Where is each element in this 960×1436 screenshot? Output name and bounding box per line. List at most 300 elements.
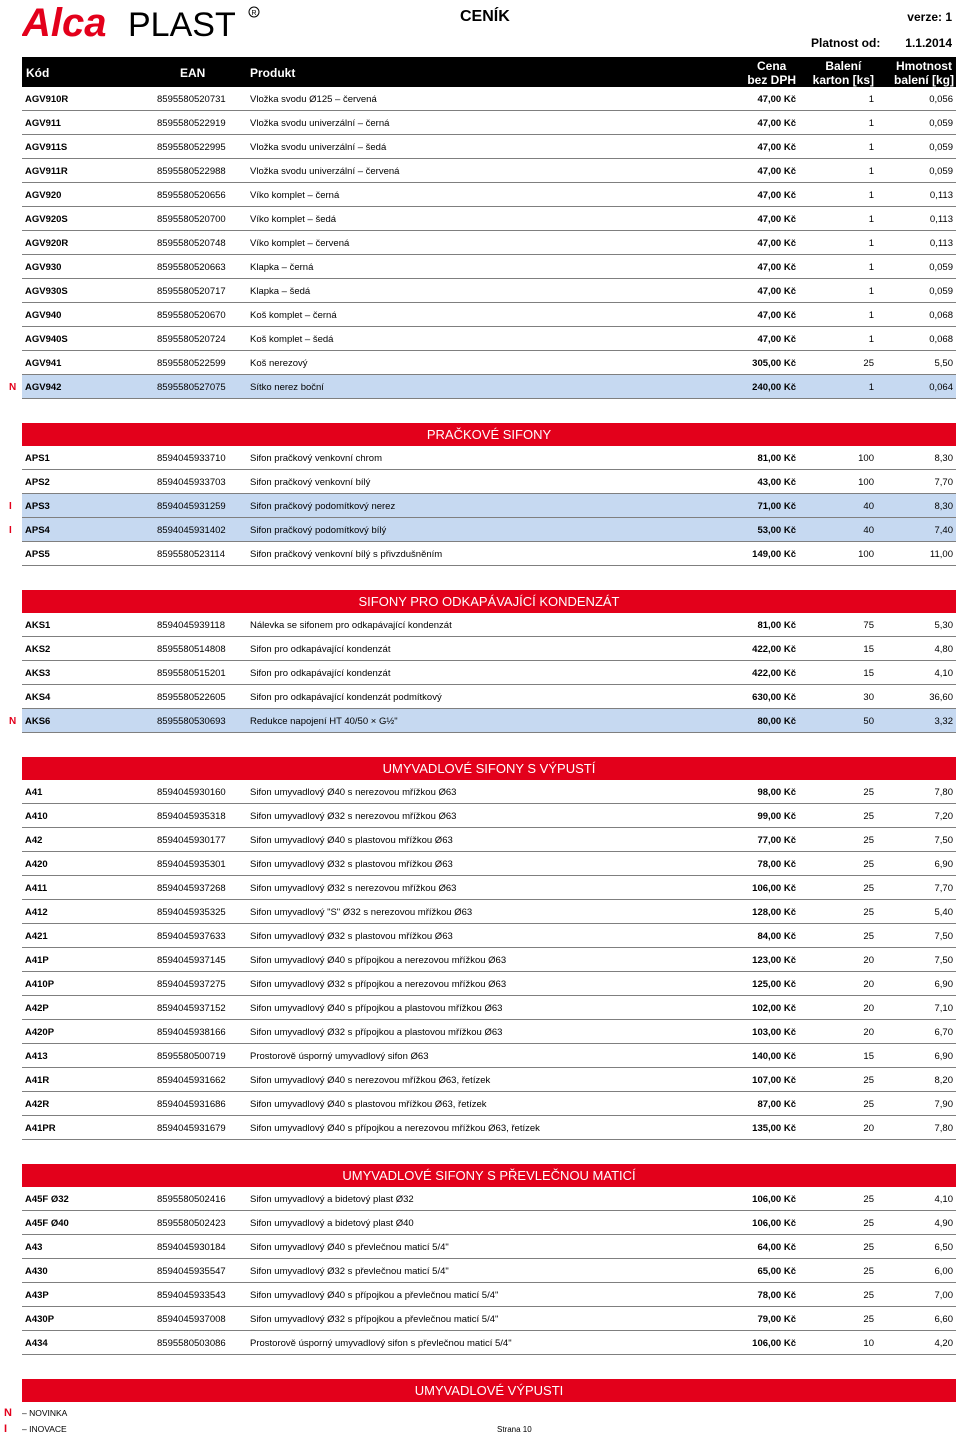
table-row bbox=[22, 303, 956, 327]
price: 53,00 Kč bbox=[757, 525, 796, 536]
pack-quantity: 20 bbox=[863, 1027, 874, 1038]
pack-weight: 0,068 bbox=[929, 310, 953, 321]
product-name: Sifon umyvadlový Ø32 s převlečnou maticí 5/4" bbox=[250, 1266, 449, 1277]
ean-code: 8595580520656 bbox=[157, 190, 226, 201]
price: 98,00 Kč bbox=[757, 787, 796, 798]
legend-text: – NOVINKA bbox=[22, 1408, 68, 1418]
ean-code: 8594045937152 bbox=[157, 1003, 226, 1014]
price: 630,00 Kč bbox=[752, 692, 796, 703]
product-name: Sifon pro odkapávající kondenzát bbox=[250, 668, 391, 679]
ean-code: 8594045930177 bbox=[157, 835, 226, 846]
product-name: Víko komplet – šedá bbox=[250, 214, 337, 225]
pack-quantity: 1 bbox=[868, 238, 874, 249]
product-code: A421 bbox=[25, 931, 48, 942]
price: 78,00 Kč bbox=[757, 859, 796, 870]
pack-quantity: 25 bbox=[863, 1266, 874, 1277]
product-name: Sifon pračkový venkovní bílý bbox=[250, 477, 371, 488]
product-code: AGV910R bbox=[25, 94, 69, 105]
price: 65,00 Kč bbox=[757, 1266, 796, 1277]
product-code: A41P bbox=[25, 955, 49, 966]
table-row bbox=[22, 1020, 956, 1044]
ean-code: 8594045933703 bbox=[157, 477, 226, 488]
pack-weight: 6,70 bbox=[934, 1027, 953, 1038]
pack-quantity: 1 bbox=[868, 382, 874, 393]
product-code: APS3 bbox=[25, 501, 50, 512]
pack-weight: 7,20 bbox=[934, 811, 953, 822]
price: 125,00 Kč bbox=[752, 979, 796, 990]
product-code: A41PR bbox=[25, 1123, 56, 1134]
pack-quantity: 1 bbox=[868, 190, 874, 201]
product-name: Koš komplet – černá bbox=[250, 310, 337, 321]
ean-code: 8594045935547 bbox=[157, 1266, 226, 1277]
product-code: A45F Ø40 bbox=[25, 1218, 69, 1229]
valid-from-label: Platnost od: bbox=[811, 36, 881, 50]
pack-quantity: 100 bbox=[858, 549, 874, 560]
table-row bbox=[9, 375, 956, 399]
product-code: APS5 bbox=[25, 549, 50, 560]
pack-quantity: 20 bbox=[863, 1123, 874, 1134]
pack-weight: 7,50 bbox=[934, 835, 953, 846]
pack-weight: 36,60 bbox=[929, 692, 953, 703]
product-name: Sifon pro odkapávající kondenzát podmítkový bbox=[250, 692, 442, 703]
table-row bbox=[22, 1116, 956, 1140]
row-mark: N bbox=[9, 382, 17, 393]
pack-weight: 7,10 bbox=[934, 1003, 953, 1014]
svg-text:R: R bbox=[251, 10, 257, 17]
pack-quantity: 1 bbox=[868, 166, 874, 177]
product-name: Klapka – šedá bbox=[250, 286, 311, 297]
pack-weight: 5,50 bbox=[934, 358, 953, 369]
pack-quantity: 25 bbox=[863, 1075, 874, 1086]
ean-code: 8594045931259 bbox=[157, 501, 226, 512]
price: 106,00 Kč bbox=[752, 1338, 796, 1349]
pack-quantity: 25 bbox=[863, 811, 874, 822]
column-header-baleni: Balení karton [ks] bbox=[812, 59, 874, 87]
price: 87,00 Kč bbox=[757, 1099, 796, 1110]
price: 77,00 Kč bbox=[757, 835, 796, 846]
product-code: A412 bbox=[25, 907, 48, 918]
pack-weight: 6,50 bbox=[934, 1242, 953, 1253]
pack-quantity: 25 bbox=[863, 883, 874, 894]
product-code: A41 bbox=[25, 787, 43, 798]
product-name: Nálevka se sifonem pro odkapávající kondenzát bbox=[250, 620, 452, 631]
pack-quantity: 25 bbox=[863, 1242, 874, 1253]
price: 149,00 Kč bbox=[752, 549, 796, 560]
ean-code: 8594045935318 bbox=[157, 811, 226, 822]
pack-quantity: 100 bbox=[858, 453, 874, 464]
pack-weight: 7,70 bbox=[934, 883, 953, 894]
product-code: A42 bbox=[25, 835, 43, 846]
price: 135,00 Kč bbox=[752, 1123, 796, 1134]
legend-text: – INOVACE bbox=[22, 1424, 67, 1434]
product-code: AGV942 bbox=[25, 382, 62, 393]
table-row bbox=[22, 1211, 956, 1235]
table-row bbox=[22, 1259, 956, 1283]
pack-weight: 4,10 bbox=[934, 1194, 953, 1205]
section-spacer bbox=[0, 1140, 960, 1164]
table-row bbox=[9, 709, 956, 733]
section-spacer bbox=[0, 733, 960, 757]
section-title: UMYVADLOVÉ SIFONY S PŘEVLEČNOU MATICÍ bbox=[22, 1164, 956, 1187]
pack-quantity: 40 bbox=[863, 525, 874, 536]
table-row bbox=[22, 1307, 956, 1331]
price: 305,00 Kč bbox=[752, 358, 796, 369]
table-row bbox=[22, 828, 956, 852]
ean-code: 8594045930160 bbox=[157, 787, 226, 798]
product-name: Sifon umyvadlový Ø40 s plastovou mřížkou Ø63, řetízek bbox=[250, 1099, 487, 1110]
pack-quantity: 50 bbox=[863, 716, 874, 727]
pack-quantity: 25 bbox=[863, 358, 874, 369]
table-row bbox=[22, 207, 956, 231]
table-row bbox=[22, 780, 956, 804]
ean-code: 8595580522919 bbox=[157, 118, 226, 129]
product-code: AKS6 bbox=[25, 716, 51, 727]
product-code: AKS4 bbox=[25, 692, 51, 703]
price: 78,00 Kč bbox=[757, 1290, 796, 1301]
ean-code: 8594045933543 bbox=[157, 1290, 226, 1301]
product-code: A410 bbox=[25, 811, 48, 822]
ean-code: 8595580503086 bbox=[157, 1338, 226, 1349]
product-code: AKS3 bbox=[25, 668, 51, 679]
product-name: Sifon pračkový venkovní chrom bbox=[250, 453, 383, 464]
pack-quantity: 25 bbox=[863, 1314, 874, 1325]
valid-from-date: 1.1.2014 bbox=[905, 36, 952, 50]
ean-code: 8595580523114 bbox=[157, 549, 225, 560]
ean-code: 8594045931402 bbox=[157, 525, 226, 536]
ean-code: 8594045937633 bbox=[157, 931, 226, 942]
table-row bbox=[22, 637, 956, 661]
table-row bbox=[22, 685, 956, 709]
pack-quantity: 1 bbox=[868, 214, 874, 225]
ean-code: 8595580520670 bbox=[157, 310, 226, 321]
price: 47,00 Kč bbox=[757, 214, 796, 225]
pack-weight: 6,60 bbox=[934, 1314, 953, 1325]
ean-code: 8595580522599 bbox=[157, 358, 226, 369]
pack-weight: 6,90 bbox=[934, 979, 953, 990]
pack-quantity: 25 bbox=[863, 1099, 874, 1110]
legend-mark: I bbox=[4, 1423, 8, 1435]
price: 47,00 Kč bbox=[757, 190, 796, 201]
table-row bbox=[22, 1283, 956, 1307]
section-title: SIFONY PRO ODKAPÁVAJÍCÍ KONDENZÁT bbox=[22, 590, 956, 613]
product-name: Sifon umyvadlový Ø32 s přípojkou a převlečnou maticí 5/4" bbox=[250, 1314, 499, 1325]
page-header bbox=[0, 0, 960, 56]
table-row bbox=[22, 876, 956, 900]
pack-quantity: 15 bbox=[863, 668, 874, 679]
alcaplast-logo bbox=[22, 0, 272, 44]
pack-weight: 11,00 bbox=[929, 549, 953, 560]
product-name: Sifon umyvadlový Ø40 s přípojkou a nerezovou mřížkou Ø63, řetízek bbox=[250, 1123, 540, 1134]
price: 128,00 Kč bbox=[752, 907, 796, 918]
product-code: AGV940S bbox=[25, 334, 68, 345]
price: 140,00 Kč bbox=[752, 1051, 796, 1062]
pack-quantity: 25 bbox=[863, 787, 874, 798]
pack-weight: 5,40 bbox=[934, 907, 953, 918]
column-header-kod: Kód bbox=[26, 66, 50, 80]
table-row bbox=[22, 948, 956, 972]
product-code: A42R bbox=[25, 1099, 50, 1110]
product-name: Sifon pro odkapávající kondenzát bbox=[250, 644, 391, 655]
price: 47,00 Kč bbox=[757, 238, 796, 249]
ean-code: 8594045938166 bbox=[157, 1027, 226, 1038]
product-code: AGV930 bbox=[25, 262, 62, 273]
table-row bbox=[22, 804, 956, 828]
pack-quantity: 1 bbox=[868, 94, 874, 105]
pack-quantity: 20 bbox=[863, 1003, 874, 1014]
section-title: UMYVADLOVÉ SIFONY S VÝPUSTÍ bbox=[22, 757, 956, 780]
table-row bbox=[22, 470, 956, 494]
ean-code: 8595580527075 bbox=[157, 382, 226, 393]
product-name: Víko komplet – červená bbox=[250, 238, 350, 249]
product-name: Koš nerezový bbox=[250, 358, 308, 369]
ean-code: 8595580522995 bbox=[157, 142, 226, 153]
ean-code: 8595580500719 bbox=[157, 1051, 226, 1062]
price: 47,00 Kč bbox=[757, 334, 796, 345]
price: 422,00 Kč bbox=[752, 644, 796, 655]
pack-quantity: 25 bbox=[863, 1290, 874, 1301]
price: 81,00 Kč bbox=[757, 453, 796, 464]
pack-weight: 0,113 bbox=[929, 238, 953, 249]
product-name: Vložka svodu Ø125 – červená bbox=[250, 94, 377, 105]
price: 64,00 Kč bbox=[757, 1242, 796, 1253]
price: 79,00 Kč bbox=[757, 1314, 796, 1325]
ean-code: 8594045935301 bbox=[157, 859, 226, 870]
product-code: A413 bbox=[25, 1051, 48, 1062]
table-row bbox=[22, 1235, 956, 1259]
table-header bbox=[22, 57, 956, 87]
product-code: A41R bbox=[25, 1075, 50, 1086]
section-spacer bbox=[0, 566, 960, 590]
pack-quantity: 25 bbox=[863, 835, 874, 846]
product-code: A411 bbox=[25, 883, 48, 894]
table-row bbox=[22, 852, 956, 876]
price: 102,00 Kč bbox=[752, 1003, 796, 1014]
table-row bbox=[9, 518, 956, 542]
ean-code: 8594045937145 bbox=[157, 955, 226, 966]
pack-weight: 0,064 bbox=[929, 382, 953, 393]
table-row bbox=[22, 111, 956, 135]
product-code: A43 bbox=[25, 1242, 43, 1253]
table-row bbox=[22, 231, 956, 255]
pack-weight: 7,50 bbox=[934, 931, 953, 942]
product-name: Sifon umyvadlový "S" Ø32 s nerezovou mřížkou Ø63 bbox=[250, 907, 473, 918]
ean-code: 8595580522605 bbox=[157, 692, 226, 703]
product-name: Sifon umyvadlový Ø32 s plastovou mřížkou Ø63 bbox=[250, 931, 453, 942]
price: 99,00 Kč bbox=[757, 811, 796, 822]
price: 103,00 Kč bbox=[752, 1027, 796, 1038]
table-row bbox=[22, 159, 956, 183]
price: 47,00 Kč bbox=[757, 166, 796, 177]
product-code: A420P bbox=[25, 1027, 55, 1038]
table-row bbox=[22, 135, 956, 159]
ean-code: 8595580520700 bbox=[157, 214, 226, 225]
pack-weight: 4,80 bbox=[934, 644, 953, 655]
page-title: CENÍK bbox=[460, 8, 510, 25]
section-spacer bbox=[0, 399, 960, 423]
product-name: Redukce napojení HT 40/50 × G½" bbox=[250, 716, 398, 727]
ean-code: 8594045933710 bbox=[157, 453, 226, 464]
price: 80,00 Kč bbox=[757, 716, 796, 727]
price-list bbox=[0, 87, 960, 1402]
product-name: Vložka svodu univerzální – červená bbox=[250, 166, 400, 177]
table-row bbox=[22, 327, 956, 351]
product-code: A420 bbox=[25, 859, 48, 870]
price: 106,00 Kč bbox=[752, 1194, 796, 1205]
pack-quantity: 1 bbox=[868, 334, 874, 345]
product-name: Sifon umyvadlový Ø40 s převlečnou maticí 5/4" bbox=[250, 1242, 449, 1253]
pack-weight: 7,50 bbox=[934, 955, 953, 966]
product-name: Vložka svodu univerzální – černá bbox=[250, 118, 390, 129]
table-row bbox=[9, 494, 956, 518]
ean-code: 8594045931662 bbox=[157, 1075, 226, 1086]
price: 107,00 Kč bbox=[752, 1075, 796, 1086]
price: 43,00 Kč bbox=[757, 477, 796, 488]
column-header-produkt: Produkt bbox=[250, 66, 296, 80]
ean-code: 8595580520663 bbox=[157, 262, 226, 273]
pack-weight: 0,059 bbox=[929, 262, 953, 273]
product-name: Sítko nerez boční bbox=[250, 382, 324, 393]
product-code: A430 bbox=[25, 1266, 48, 1277]
ean-code: 8595580520748 bbox=[157, 238, 226, 249]
pack-quantity: 100 bbox=[858, 477, 874, 488]
pack-weight: 6,00 bbox=[934, 1266, 953, 1277]
product-name: Koš komplet – šedá bbox=[250, 334, 334, 345]
pack-weight: 3,32 bbox=[934, 716, 953, 727]
section-title: UMYVADLOVÉ VÝPUSTI bbox=[22, 1379, 956, 1402]
ean-code: 8595580520731 bbox=[157, 94, 226, 105]
price: 47,00 Kč bbox=[757, 94, 796, 105]
pack-weight: 7,80 bbox=[934, 1123, 953, 1134]
price: 84,00 Kč bbox=[757, 931, 796, 942]
pack-weight: 7,40 bbox=[934, 525, 953, 536]
price: 81,00 Kč bbox=[757, 620, 796, 631]
table-row bbox=[22, 542, 956, 566]
ean-code: 8594045931686 bbox=[157, 1099, 226, 1110]
pack-weight: 4,10 bbox=[934, 668, 953, 679]
ean-code: 8594045935325 bbox=[157, 907, 226, 918]
product-code: APS1 bbox=[25, 453, 50, 464]
pack-weight: 5,30 bbox=[934, 620, 953, 631]
pack-weight: 0,113 bbox=[929, 190, 953, 201]
ean-code: 8595580520724 bbox=[157, 334, 226, 345]
product-code: A430P bbox=[25, 1314, 55, 1325]
pack-quantity: 25 bbox=[863, 859, 874, 870]
table-row bbox=[22, 446, 956, 470]
row-mark: N bbox=[9, 716, 17, 727]
table-row bbox=[22, 1044, 956, 1068]
ean-code: 8594045937275 bbox=[157, 979, 226, 990]
ean-code: 8595580514808 bbox=[157, 644, 226, 655]
product-code: A43P bbox=[25, 1290, 49, 1301]
pack-quantity: 40 bbox=[863, 501, 874, 512]
pack-weight: 4,90 bbox=[934, 1218, 953, 1229]
pack-quantity: 25 bbox=[863, 907, 874, 918]
pack-weight: 7,80 bbox=[934, 787, 953, 798]
pack-quantity: 1 bbox=[868, 262, 874, 273]
row-mark: I bbox=[9, 501, 12, 512]
pack-quantity: 1 bbox=[868, 310, 874, 321]
product-code: APS4 bbox=[25, 525, 50, 536]
ean-code: 8594045937268 bbox=[157, 883, 226, 894]
pack-weight: 0,059 bbox=[929, 142, 953, 153]
pack-weight: 4,20 bbox=[934, 1338, 953, 1349]
pack-weight: 8,20 bbox=[934, 1075, 953, 1086]
pack-weight: 8,30 bbox=[934, 453, 953, 464]
pack-quantity: 10 bbox=[863, 1338, 874, 1349]
product-code: AGV920S bbox=[25, 214, 68, 225]
table-row bbox=[22, 900, 956, 924]
ean-code: 8595580520717 bbox=[157, 286, 226, 297]
product-name: Vložka svodu univerzální – šedá bbox=[250, 142, 387, 153]
product-code: AGV940 bbox=[25, 310, 62, 321]
row-mark: I bbox=[9, 525, 12, 536]
table-row bbox=[22, 1068, 956, 1092]
pack-quantity: 25 bbox=[863, 1218, 874, 1229]
product-name: Sifon umyvadlový a bidetový plast Ø32 bbox=[250, 1194, 414, 1205]
column-header-hmotnost: Hmotnost balení [kg] bbox=[893, 59, 954, 87]
ean-code: 8594045937008 bbox=[157, 1314, 226, 1325]
ean-code: 8594045931679 bbox=[157, 1123, 226, 1134]
svg-text:Alca: Alca bbox=[22, 1, 107, 44]
product-code: A42P bbox=[25, 1003, 49, 1014]
section-spacer bbox=[0, 1355, 960, 1379]
product-name: Sifon umyvadlový Ø40 s nerezovou mřížkou Ø63, řetízek bbox=[250, 1075, 491, 1086]
pack-quantity: 1 bbox=[868, 142, 874, 153]
price: 71,00 Kč bbox=[757, 501, 796, 512]
price: 47,00 Kč bbox=[757, 118, 796, 129]
table-row bbox=[22, 255, 956, 279]
product-name: Prostorově úsporný umyvadlový sifon s převlečnou maticí 5/4" bbox=[250, 1338, 512, 1349]
product-code: AGV911S bbox=[25, 142, 68, 153]
pack-quantity: 1 bbox=[868, 286, 874, 297]
pack-weight: 7,90 bbox=[934, 1099, 953, 1110]
pack-weight: 6,90 bbox=[934, 859, 953, 870]
legend-inovace bbox=[4, 1423, 67, 1435]
pack-weight: 7,00 bbox=[934, 1290, 953, 1301]
product-name: Sifon umyvadlový Ø32 s nerezovou mřížkou Ø63 bbox=[250, 883, 457, 894]
product-name: Sifon umyvadlový Ø40 s přípojkou a plastovou mřížkou Ø63 bbox=[250, 1003, 503, 1014]
pack-weight: 0,059 bbox=[929, 118, 953, 129]
product-code: AKS1 bbox=[25, 620, 51, 631]
table-row bbox=[22, 972, 956, 996]
product-name: Sifon umyvadlový Ø40 s nerezovou mřížkou Ø63 bbox=[250, 787, 457, 798]
product-code: AGV920 bbox=[25, 190, 62, 201]
product-name: Sifon pračkový podomítkový nerez bbox=[250, 501, 396, 512]
product-code: AKS2 bbox=[25, 644, 51, 655]
product-name: Sifon umyvadlový Ø40 s přípojkou a nerezovou mřížkou Ø63 bbox=[250, 955, 507, 966]
pack-weight: 6,90 bbox=[934, 1051, 953, 1062]
ean-code: 8595580502416 bbox=[157, 1194, 226, 1205]
product-name: Sifon umyvadlový Ø32 s přípojkou a nerezovou mřížkou Ø63 bbox=[250, 979, 507, 990]
ean-code: 8595580502423 bbox=[157, 1218, 226, 1229]
pack-quantity: 20 bbox=[863, 955, 874, 966]
table-row bbox=[22, 183, 956, 207]
product-name: Prostorově úsporný umyvadlový sifon Ø63 bbox=[250, 1051, 429, 1062]
pack-quantity: 30 bbox=[863, 692, 874, 703]
product-code: A45F Ø32 bbox=[25, 1194, 69, 1205]
product-code: A410P bbox=[25, 979, 55, 990]
product-name: Sifon umyvadlový Ø32 s přípojkou a plastovou mřížkou Ø63 bbox=[250, 1027, 503, 1038]
pack-weight: 0,113 bbox=[929, 214, 953, 225]
price: 106,00 Kč bbox=[752, 883, 796, 894]
price: 422,00 Kč bbox=[752, 668, 796, 679]
table-row bbox=[22, 351, 956, 375]
pack-weight: 0,059 bbox=[929, 166, 953, 177]
product-code: AGV930S bbox=[25, 286, 68, 297]
product-code: AGV941 bbox=[25, 358, 62, 369]
table-row bbox=[22, 924, 956, 948]
table-row bbox=[22, 996, 956, 1020]
